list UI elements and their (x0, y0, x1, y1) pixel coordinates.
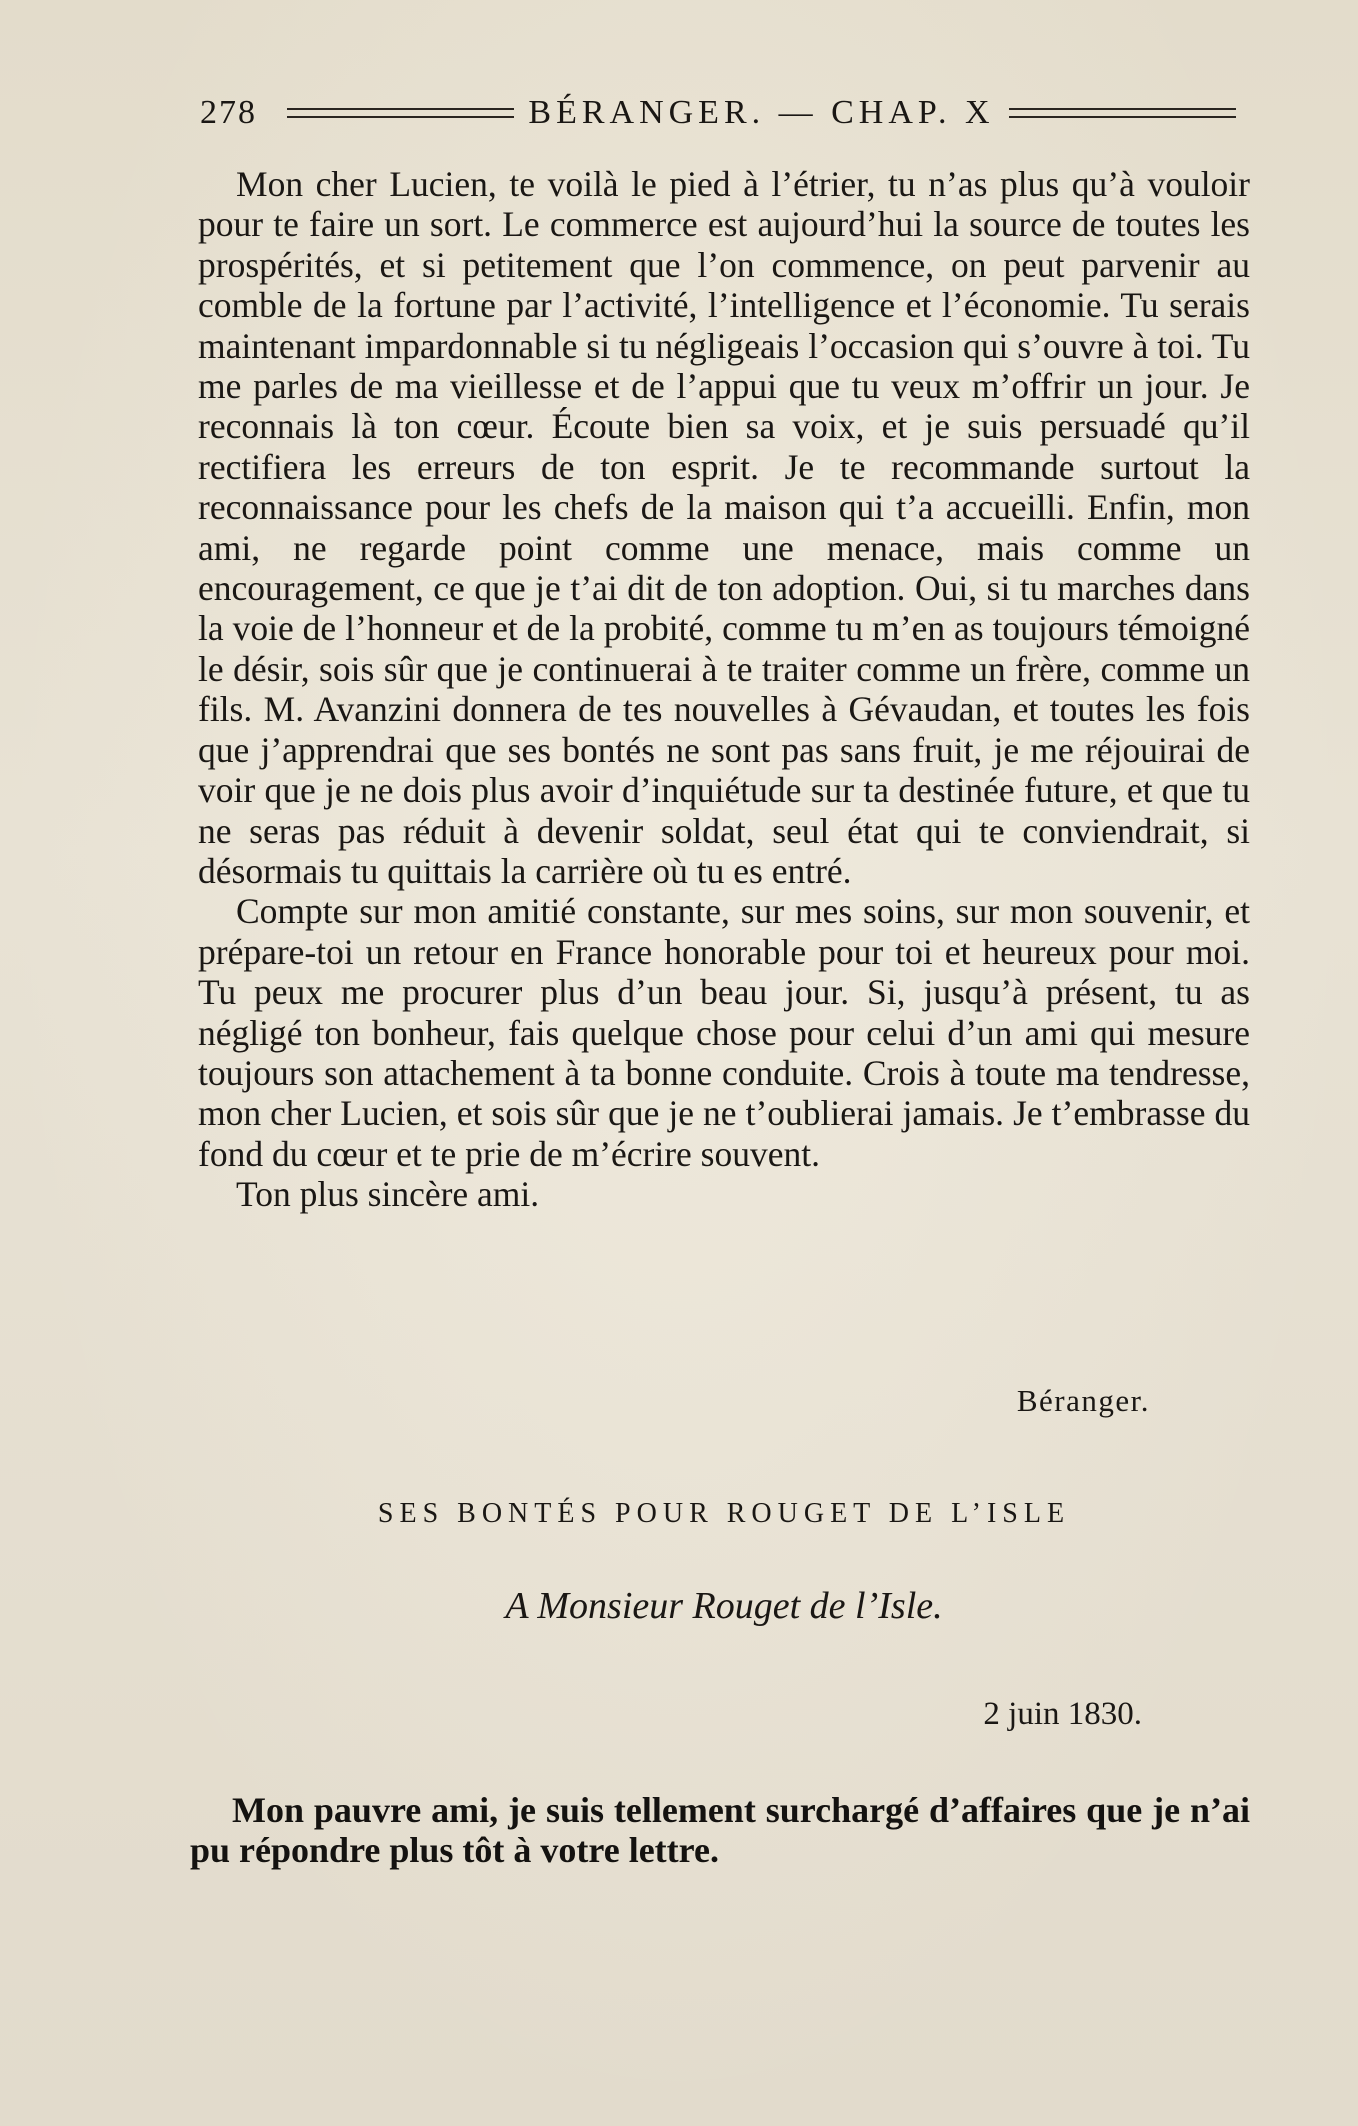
letter-body (198, 164, 1250, 1215)
letter-date: 2 juin 1830. (983, 1696, 1142, 1732)
header-rule-right (1009, 108, 1236, 118)
signature: Béranger. (1016, 1383, 1150, 1418)
letter-paragraph: Mon cher Lucien, te voilà le pied à l’étrier, tu n’as plus qu’à vouloir pour te faire un sort. Le commerce est aujourd’hui la source de toutes les prospérités, et si petitement que l’on commence, on peut parvenir au comble de la fortune par l’activité, l’intelligence et l’économie. Tu serais maintenant impardonnable si tu négligeais l’occasion qui s’ouvre à toi. Tu me parles de ma vieillesse et de l’appui que tu veux m’offrir un jour. Je reconnais là ton cœur. Écoute bien sa voix, et je suis persuadé qu’il rectifiera les erreurs de ton esprit. Je te recommande surtout la reconnaissance pour les chefs de la maison qui t’a accueilli. Enfin, mon ami, ne regarde point comme une menace, mais comme un encouragement, ce que je t’ai dit de ton adoption. Oui, si tu marches dans la voie de l’honneur et de la probité, comme tu m’en as toujours témoigné le désir, sois sûr que je continuerai à te traiter comme un frère, comme un fils. M. Avanzini donnera de tes nouvelles à Gévaudan, et toutes les fois que j’apprendrai que ses bontés ne sont pas sans fruit, je me réjouirai de voir que je ne dois plus avoir d’inquiétude sur ta destinée future, et que tu ne seras pas réduit à devenir soldat, seul état qui te conviendrait, si désormais tu quittais la carrière où tu es entré. (198, 164, 1250, 891)
header-rule-left (287, 108, 514, 118)
letter-address: A Monsieur Rouget de l’Isle. (505, 1585, 943, 1627)
running-title: BÉRANGER. — CHAP. X (528, 94, 995, 131)
second-letter-body (190, 1790, 1250, 1870)
letter-paragraph: Mon pauvre ami, je suis tellement surchargé d’affaires que je n’ai pu répondre plus tôt à votre lettre. (190, 1790, 1250, 1870)
running-header (200, 88, 1250, 138)
letter-paragraph: Compte sur mon amitié constante, sur mes soins, sur mon souvenir, et prépare-toi un retour en France honorable pour toi et heureux pour moi. Tu peux me procurer plus d’un beau jour. Si, jusqu’à présent, tu as négligé ton bonheur, fais quelque chose pour celui d’un ami qui mesure toujours son attachement à ta bonne conduite. Crois à toute ma tendresse, mon cher Lucien, et sois sûr que je ne t’oublierai jamais. Je t’embrasse du fond du cœur et te prie de m’écrire souvent. (198, 891, 1250, 1174)
section-heading: SES BONTÉS POUR ROUGET DE L’ISLE (377, 1498, 1071, 1529)
page-number: 278 (200, 94, 257, 131)
letter-closing: Ton plus sincère ami. (236, 1174, 540, 1215)
